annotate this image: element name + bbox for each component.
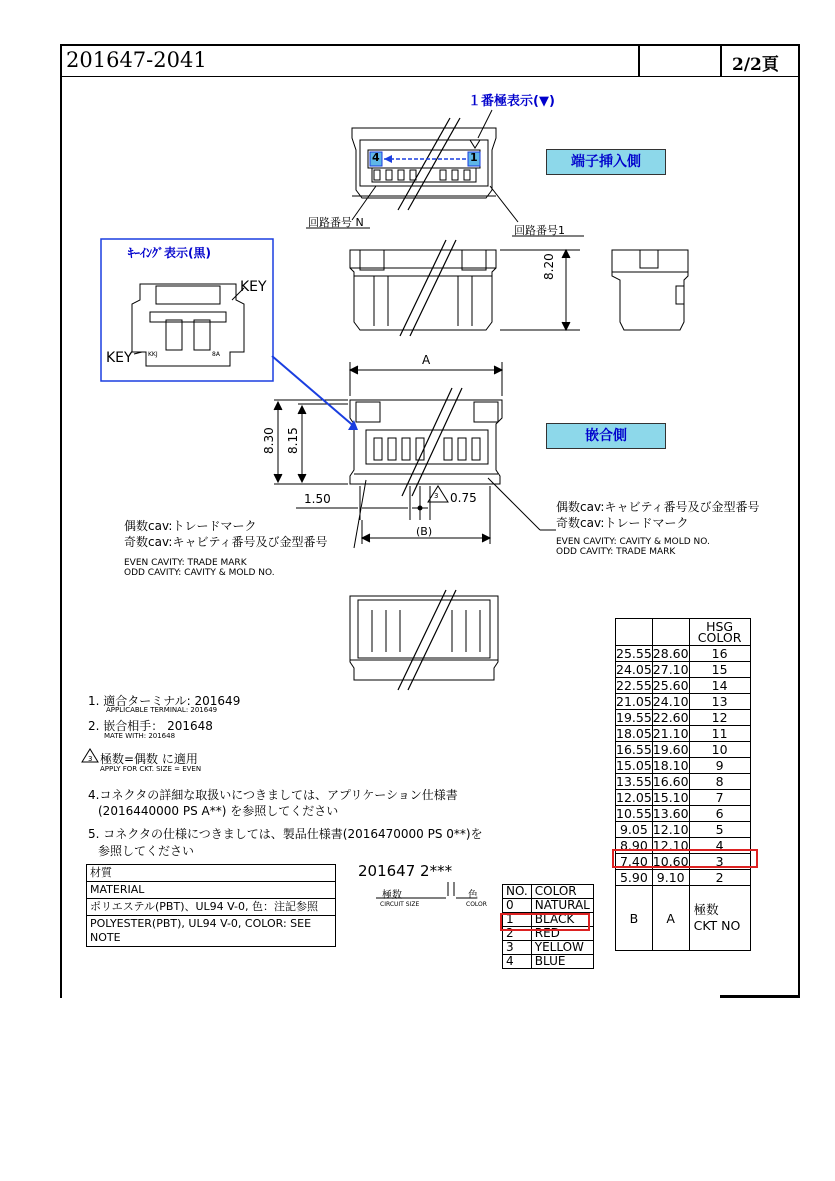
circuit-n-label: 回路番号 N bbox=[308, 216, 364, 229]
table-cell: 9 bbox=[689, 758, 750, 774]
note-4-line2: (2016440000 PS A**) を参照してください bbox=[98, 804, 339, 818]
even-cavity-jp: 偶数cav:キャビティ番号及び金型番号 bbox=[556, 500, 760, 514]
table-cell: NATURAL bbox=[531, 899, 593, 913]
table-cell: 11 bbox=[689, 726, 750, 742]
note-1: 1. 適合ターミナル: 201649 bbox=[88, 694, 241, 708]
key-part-mark-right: 8A bbox=[212, 351, 220, 358]
note-2: 2. 嵌合相手： 201648 bbox=[88, 719, 213, 733]
table-cell bbox=[616, 619, 653, 646]
hsg-highlight-box bbox=[612, 849, 758, 868]
material-label-en: MATERIAL bbox=[87, 882, 336, 899]
note-5-line1: 5. コネクタの仕様につきましては、製品仕様書(2016470000 PS 0**)を bbox=[88, 827, 483, 841]
key-label-right: KEY bbox=[240, 279, 267, 295]
pin-n-number: 4 bbox=[372, 151, 380, 164]
note-3: 極数=偶数 に適用 bbox=[100, 752, 198, 766]
color-highlight-box bbox=[500, 913, 590, 931]
table-cell: 4 bbox=[503, 955, 532, 969]
table-cell: 24.05 bbox=[616, 662, 652, 677]
dim-1-50: 1.50 bbox=[304, 492, 331, 506]
table-row bbox=[616, 678, 751, 694]
table-cell: 6 bbox=[689, 806, 750, 822]
table-cell: 24.10 bbox=[652, 694, 689, 709]
footer-b: B bbox=[616, 886, 653, 951]
odd-cavity-jp: 奇数cav:トレードマーク bbox=[556, 516, 689, 530]
table-cell: 16.60 bbox=[652, 774, 689, 789]
hsg-header-line2: COLOR bbox=[697, 630, 742, 645]
table-cell: 2 bbox=[503, 927, 532, 941]
part-code: 201647 2*** bbox=[358, 862, 453, 880]
key-label-left: KEY bbox=[106, 350, 133, 366]
left-odd-cavity-en: ODD CAVITY: CAVITY & MOLD NO. bbox=[124, 568, 275, 578]
side-view-housing bbox=[350, 250, 496, 330]
table-cell: 7 bbox=[689, 790, 750, 806]
table-cell: 7.40 bbox=[616, 854, 653, 870]
table-cell: BLACK bbox=[531, 913, 593, 927]
table-cell: RED bbox=[531, 927, 593, 941]
table-row bbox=[616, 742, 751, 758]
table-row bbox=[616, 822, 751, 838]
table-cell: 9.10 bbox=[652, 870, 689, 886]
table-cell: 12.10 bbox=[652, 822, 689, 837]
circuit-1-label: 回路番号1 bbox=[514, 224, 565, 237]
left-odd-cavity-jp: 奇数cav:キャビティ番号及び金型番号 bbox=[124, 535, 328, 549]
table-row bbox=[503, 955, 594, 969]
table-row bbox=[616, 790, 751, 806]
dim-8-30: 8.30 bbox=[262, 427, 276, 454]
hsg-color-header bbox=[689, 619, 750, 646]
table-row bbox=[616, 646, 751, 662]
table-cell: 19.55 bbox=[616, 710, 652, 725]
part-number: 201647-2041 bbox=[66, 48, 207, 72]
svg-text:3: 3 bbox=[88, 755, 93, 763]
dim-0-75: 0.75 bbox=[450, 491, 477, 505]
hsg-table bbox=[615, 618, 751, 951]
color-jp: 色 bbox=[468, 890, 478, 901]
table-cell: 1 bbox=[503, 913, 532, 927]
color-header-color: COLOR bbox=[531, 885, 593, 899]
table-cell: 5 bbox=[689, 822, 750, 838]
note-3-sub: APPLY FOR CKT. SIZE = EVEN bbox=[100, 765, 202, 773]
table-cell: 16.55 bbox=[616, 742, 652, 757]
even-cavity-en: EVEN CAVITY: CAVITY & MOLD NO. bbox=[556, 537, 710, 547]
color-en: COLOR bbox=[466, 901, 487, 908]
dim-a: A bbox=[422, 353, 431, 367]
key-part-mark-left: KKJ bbox=[148, 351, 158, 358]
page-number: 2/2頁 bbox=[732, 55, 779, 75]
left-even-cavity-jp: 偶数cav:トレードマーク bbox=[124, 519, 257, 533]
table-cell: 8.90 bbox=[616, 838, 653, 854]
table-cell: BLUE bbox=[531, 955, 593, 969]
left-even-cavity-en: EVEN CAVITY: TRADE MARK bbox=[124, 558, 247, 568]
table-cell: 25.60 bbox=[652, 678, 689, 693]
table-cell: 10.55 bbox=[616, 806, 652, 821]
note3-mark: 3 bbox=[434, 492, 439, 500]
table-cell: 18.05 bbox=[616, 726, 652, 741]
table-row bbox=[616, 774, 751, 790]
table-cell: 14 bbox=[689, 678, 750, 694]
table-cell: 12.10 bbox=[652, 838, 689, 853]
dim-8-20: 8.20 bbox=[542, 253, 556, 280]
table-row bbox=[616, 710, 751, 726]
table-cell: 13 bbox=[689, 694, 750, 710]
table-cell: 0 bbox=[503, 899, 532, 913]
table-cell: 18.10 bbox=[652, 758, 689, 773]
table-cell: 5.90 bbox=[616, 870, 653, 886]
note-5-line2: 参照してください bbox=[98, 844, 195, 858]
table-cell bbox=[652, 619, 689, 646]
pin-1-number: 1 bbox=[470, 151, 478, 164]
table-cell: 19.60 bbox=[652, 742, 689, 757]
table-cell: 4 bbox=[689, 838, 750, 854]
note-3-triangle-icon bbox=[80, 748, 100, 764]
table-cell: 15.10 bbox=[652, 790, 689, 805]
table-row bbox=[616, 886, 751, 951]
table-row bbox=[503, 941, 594, 955]
pin1-indicator-label: １番極表示(▼) bbox=[468, 94, 555, 109]
circuit-size-jp: 極数 bbox=[382, 890, 402, 901]
table-cell: 12 bbox=[689, 710, 750, 726]
table-cell: YELLOW bbox=[531, 941, 593, 955]
table-cell: 13.60 bbox=[652, 806, 689, 821]
table-cell: 28.60 bbox=[652, 646, 689, 661]
table-cell: 9.05 bbox=[616, 822, 653, 838]
table-cell: 21.10 bbox=[652, 726, 689, 741]
footer-a: A bbox=[652, 886, 689, 951]
pin1-triangle-icon bbox=[470, 140, 480, 148]
footer-ckt bbox=[689, 886, 750, 951]
table-cell: 15 bbox=[689, 662, 750, 678]
note-4-line1: 4.コネクタの詳細な取扱いにつきましては、アプリケーション仕様書 bbox=[88, 788, 458, 802]
table-cell: 27.10 bbox=[652, 662, 689, 677]
table-cell: 13.55 bbox=[616, 774, 652, 789]
material-label-jp: 材質 bbox=[87, 865, 336, 882]
table-cell: 8 bbox=[689, 774, 750, 790]
table-row bbox=[616, 662, 751, 678]
odd-cavity-en: ODD CAVITY: TRADE MARK bbox=[556, 547, 676, 557]
footer-ckt-jp: 極数 bbox=[693, 902, 719, 917]
table-cell: 3 bbox=[689, 854, 750, 870]
table-row bbox=[616, 619, 751, 646]
table-cell: 2 bbox=[689, 870, 750, 886]
hsg-header-line1: HSG bbox=[706, 619, 734, 634]
table-cell: 15.05 bbox=[616, 758, 652, 773]
circuit-size-en: CIRCUIT SIZE bbox=[380, 901, 420, 908]
table-cell: 16 bbox=[689, 646, 750, 662]
material-table bbox=[86, 864, 336, 947]
note-2-sub: MATE WITH: 201648 bbox=[104, 732, 176, 740]
table-cell: 3 bbox=[503, 941, 532, 955]
table-row bbox=[616, 870, 751, 886]
front-view-housing bbox=[350, 400, 502, 484]
mating-side-label: 嵌合側 bbox=[546, 423, 666, 449]
table-row bbox=[616, 694, 751, 710]
table-row bbox=[503, 899, 594, 913]
table-row bbox=[616, 758, 751, 774]
table-cell: 25.55 bbox=[616, 646, 652, 661]
table-cell: 22.55 bbox=[616, 678, 652, 693]
table-row bbox=[503, 885, 594, 899]
table-row bbox=[616, 806, 751, 822]
table-cell: 22.60 bbox=[652, 710, 689, 725]
table-row bbox=[616, 726, 751, 742]
keying-title: ｷｰｲﾝｸﾞ表示(黒) bbox=[128, 246, 211, 260]
terminal-insert-side-label: 端子挿入側 bbox=[546, 149, 666, 175]
table-cell: 21.05 bbox=[616, 694, 652, 709]
dim-b: (B) bbox=[416, 525, 433, 538]
table-cell: 10.60 bbox=[652, 854, 689, 869]
top-view-terminals bbox=[374, 170, 470, 180]
dim-8-15: 8.15 bbox=[286, 427, 300, 454]
footer-ckt-en: CKT NO bbox=[693, 918, 741, 933]
table-cell: 12.05 bbox=[616, 790, 652, 805]
note-1-sub: APPLICABLE TERMINAL: 201649 bbox=[106, 706, 218, 714]
color-header-no: NO. bbox=[503, 885, 532, 899]
material-value-jp: ポリエステル(PBT)、UL94 V-0, 色：注記参照 bbox=[87, 899, 336, 916]
material-value-en: POLYESTER(PBT), UL94 V-0, COLOR: SEE NOTE bbox=[87, 916, 336, 947]
table-cell: 10 bbox=[689, 742, 750, 758]
end-view-housing bbox=[612, 250, 688, 330]
